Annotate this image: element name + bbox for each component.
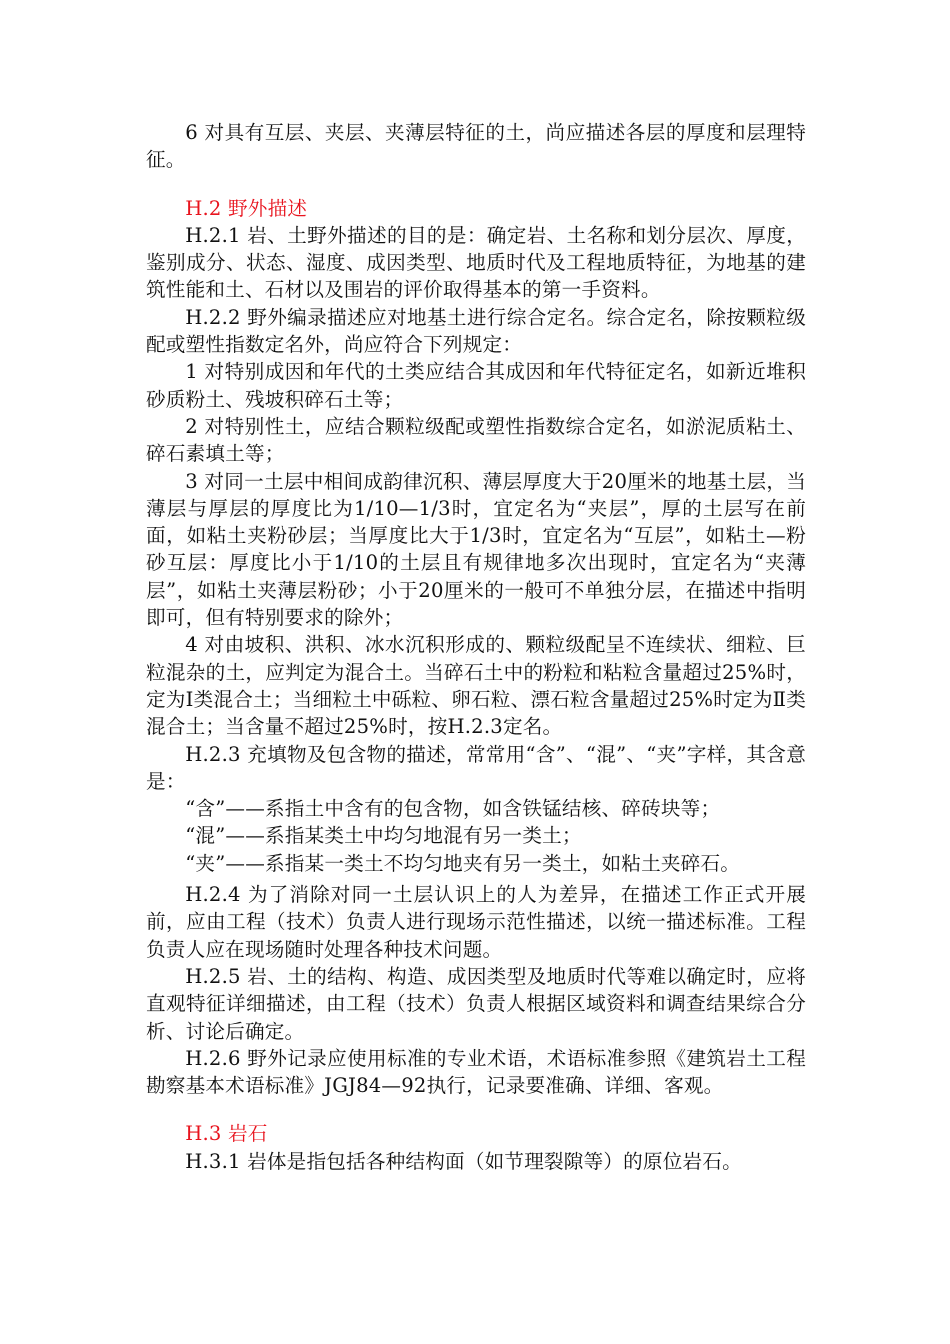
- paragraph-item-6-interlayer: 6 对具有互层、夹层、夹薄层特征的土，尚应描述各层的厚度和层理特征。: [146, 121, 806, 172]
- paragraph-h2-3-han: “含”——系指土中含有的包含物，如含铁锰结核、碎砖块等；: [185, 797, 721, 821]
- paragraph-h2-1: H.2.1 岩、土野外描述的目的是：确定岩、土名称和划分层次、厚度，鉴别成分、状态、湿度、成因类型、地质时代及工程地质特征，为地基的建筑性能和土、石材以及围岩的评价取得基本的第一手资料。: [146, 223, 806, 302]
- paragraph-h2-2-item-1: 1 对特别成因和年代的土类应结合其成因和年代特征定名，如新近堆积砂质粉土、残坡积碎石土等；: [146, 360, 806, 411]
- section-heading-h2: H.2 野外描述: [185, 196, 308, 220]
- document-body: [146, 119, 806, 1175]
- paragraph-h2-2-item-3: 3 对同一土层中相间成韵律沉积、薄层厚度大于20厘米的地基土层，当薄层与厚层的厚度比为1/10—1/3时，宜定名为“夹层”，厚的土层写在前面，如粘土夹粉砂层；当厚度比大于1/3时，宜定名为“互层”，如粘土—粉砂互层：厚度比小于1/10的土层且有规律地多次出现时，宜定名为“夹薄层”，如粘土夹薄层粉砂；小于20厘米的一般可不单独分层，在描述中指明即可，但有特别要求的除外；: [146, 469, 806, 630]
- paragraph-h2-5: H.2.5 岩、土的结构、构造、成因类型及地质时代等难以确定时，应将直观特征详细描述，由工程（技术）负责人根据区域资料和调查结果综合分析、讨论后确定。: [146, 964, 806, 1043]
- paragraph-h2-3-jia: “夹”——系指某一类土不均匀地夹有另一类土，如粘土夹碎石。: [185, 851, 741, 875]
- paragraph-h2-6: H.2.6 野外记录应使用标准的专业术语，术语标准参照《建筑岩土工程勘察基本术语标准》JGJ84—92执行，记录要准确、详细、客观。: [146, 1046, 806, 1098]
- paragraph-h2-4: H.2.4 为了消除对同一土层认识上的人为差异，在描述工作正式开展前，应由工程（技术）负责人进行现场示范性描述，以统一描述标准。工程负责人应在现场随时处理各种技术问题。: [146, 883, 806, 961]
- paragraph-h2-2-item-2: 2 对特别性土，应结合颗粒级配或塑性指数综合定名，如淤泥质粘土、碎石素填土等；: [146, 414, 806, 466]
- paragraph-h2-3: H.2.3 充填物及包含物的描述，常常用“含”、“混”、“夹”字样，其含意是：: [146, 742, 806, 793]
- paragraph-h2-2: H.2.2 野外编录描述应对地基土进行综合定名。综合定名，除按颗粒级配或塑性指数定名外，尚应符合下列规定：: [146, 305, 806, 357]
- paragraph-h2-3-hun: “混”——系指某类土中均匀地混有另一类土；: [185, 824, 582, 848]
- paragraph-h3-1: H.3.1 岩体是指包括各种结构面（如节理裂隙等）的原位岩石。: [185, 1149, 742, 1173]
- paragraph-h2-2-item-4: 4 对由坡积、洪积、冰水沉积形成的、颗粒级配呈不连续状、细粒、巨粒混杂的土，应判定为混合土。当碎石土中的粉粒和粘粒含量超过25%时，定为Ⅰ类混合土；当细粒土中砾粒、卵石粒、漂石粒含量超过25%时定为Ⅱ类混合土；当含量不超过25%时，按H.2.3定名。: [146, 633, 806, 739]
- section-heading-h3: H.3 岩石: [185, 1122, 268, 1146]
